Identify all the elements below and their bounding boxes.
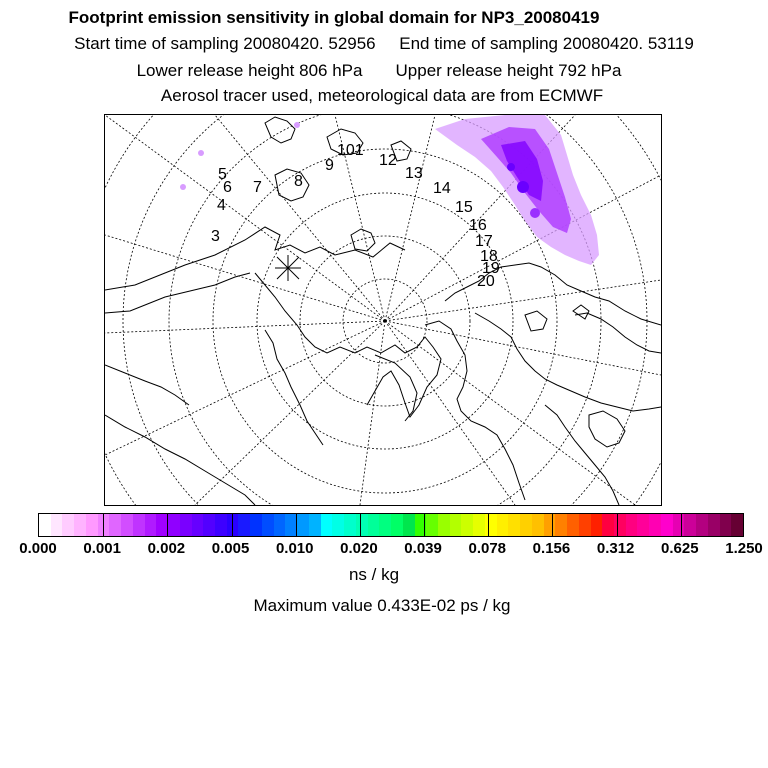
colorbar-cell [86, 514, 98, 536]
colorbar-cell [332, 514, 344, 536]
release-heights [0, 61, 763, 81]
colorbar [38, 513, 744, 537]
colorbar-cell [145, 514, 157, 536]
release-location-marker [275, 255, 301, 281]
colorbar-cell [720, 514, 732, 536]
trajectory-label: 19 [482, 260, 500, 277]
trajectory-labels [211, 142, 500, 290]
colorbar-tick-label: 0.005 [211, 540, 250, 557]
sampling-times [0, 34, 768, 54]
colorbar-cell [473, 514, 485, 536]
colorbar-cell [661, 514, 673, 536]
colorbar-tick [167, 514, 168, 536]
trajectory-label: 7 [253, 179, 262, 196]
colorbar-tick-label: 0.001 [83, 540, 121, 557]
colorbar-cell [121, 514, 133, 536]
colorbar-tick [552, 514, 553, 536]
colorbar-cell [591, 514, 603, 536]
maximum-value-text: Maximum value 0.433E-02 ps / kg [253, 596, 511, 615]
colorbar-cell [602, 514, 614, 536]
trajectory-label: 14 [433, 180, 451, 197]
trajectory-label: 4 [217, 197, 226, 214]
trajectory-label: 20 [477, 273, 495, 290]
polar-map [105, 115, 661, 505]
colorbar-tick [424, 514, 425, 536]
colorbar-cell [497, 514, 509, 536]
coastlines [105, 117, 661, 505]
colorbar-cell [356, 514, 368, 536]
colorbar-cell [62, 514, 74, 536]
map-panel [104, 114, 662, 506]
colorbar-cell [391, 514, 403, 536]
colorbar-cell [238, 514, 250, 536]
colorbar-tick [360, 514, 361, 536]
colorbar-cell [215, 514, 227, 536]
lower-height-text: Lower release height 806 hPa [136, 61, 363, 80]
colorbar-cell [309, 514, 321, 536]
colorbar-cell [544, 514, 556, 536]
end-time-text: End time of sampling 20080420. 53119 [399, 34, 694, 53]
colorbar-cell [39, 514, 51, 536]
emission-plume [180, 115, 599, 265]
colorbar-unit: ns / kg [348, 565, 400, 584]
colorbar-tick [681, 514, 682, 536]
trajectory-label: 15 [455, 199, 473, 216]
colorbar-cell [626, 514, 638, 536]
trajectory-label: 5 [218, 166, 227, 183]
colorbar-cell [203, 514, 215, 536]
colorbar-cell [379, 514, 391, 536]
trajectory-label: 101 [337, 142, 364, 159]
colorbar-cell [450, 514, 462, 536]
colorbar-cell [250, 514, 262, 536]
meridians [105, 115, 661, 505]
colorbar-cell [368, 514, 380, 536]
colorbar-tick-label: 0.039 [404, 540, 442, 557]
colorbar-cell [461, 514, 473, 536]
colorbar-cell [508, 514, 520, 536]
colorbar-cell [74, 514, 86, 536]
colorbar-cell [297, 514, 309, 536]
colorbar-cell [708, 514, 720, 536]
colorbar-tick-label: 0.078 [468, 540, 507, 557]
tracer-info: Aerosol tracer used, meteorological data are from ECMWF [160, 86, 604, 105]
colorbar-cell [520, 514, 532, 536]
colorbar-cell [109, 514, 121, 536]
colorbar-cell [579, 514, 591, 536]
colorbar-cell [192, 514, 204, 536]
colorbar-cell [344, 514, 356, 536]
colorbar-tick-label: 0.312 [596, 540, 635, 557]
colorbar-tick-label: 0.625 [661, 540, 699, 557]
colorbar-tick-label: 0.020 [340, 540, 378, 557]
colorbar-cell [321, 514, 333, 536]
colorbar-cell [637, 514, 649, 536]
trajectory-label: 16 [469, 217, 487, 234]
colorbar-cell [403, 514, 415, 536]
plot-title: Footprint emission sensitivity in global domain for NP3_20080419 [68, 8, 600, 27]
colorbar-cell [227, 514, 239, 536]
colorbar-tick-label: 0.010 [275, 540, 314, 557]
colorbar-cell [696, 514, 708, 536]
colorbar-cell [684, 514, 696, 536]
colorbar-tick-label: 0.000 [19, 540, 57, 557]
latitude-circles [105, 115, 661, 505]
start-time-text: Start time of sampling 20080420. 52956 [74, 34, 376, 53]
colorbar-tick [488, 514, 489, 536]
colorbar-tick-label: 0.156 [532, 540, 571, 557]
colorbar-cell [438, 514, 450, 536]
colorbar-tick [296, 514, 297, 536]
colorbar-cell [673, 514, 685, 536]
upper-height-text: Upper release height 792 hPa [395, 61, 622, 80]
colorbar-cell [180, 514, 192, 536]
trajectory-label: 12 [379, 152, 397, 169]
colorbar-tick [232, 514, 233, 536]
colorbar-cell [532, 514, 544, 536]
colorbar-tick-label: 1.250 [725, 540, 763, 557]
colorbar-cell [555, 514, 567, 536]
colorbar-tick [617, 514, 618, 536]
trajectory-label: 3 [211, 228, 220, 245]
trajectory-label: 13 [405, 165, 423, 182]
colorbar-cell [649, 514, 661, 536]
colorbar-tick [103, 514, 104, 536]
colorbar-cell [274, 514, 286, 536]
trajectory-label: 18 [480, 248, 498, 265]
colorbar-cell [567, 514, 579, 536]
colorbar-cell [133, 514, 145, 536]
colorbar-cell [426, 514, 438, 536]
trajectory-label: 17 [475, 233, 493, 250]
trajectory-label: 8 [294, 173, 303, 190]
colorbar-cell [51, 514, 63, 536]
colorbar-cell [262, 514, 274, 536]
colorbar-cell [485, 514, 497, 536]
colorbar-cell [731, 514, 743, 536]
colorbar-cell [168, 514, 180, 536]
colorbar-tick-label: 0.002 [147, 540, 186, 557]
colorbar-cell [156, 514, 168, 536]
trajectory-label: 9 [325, 157, 334, 174]
trajectory-label: 6 [223, 179, 232, 196]
